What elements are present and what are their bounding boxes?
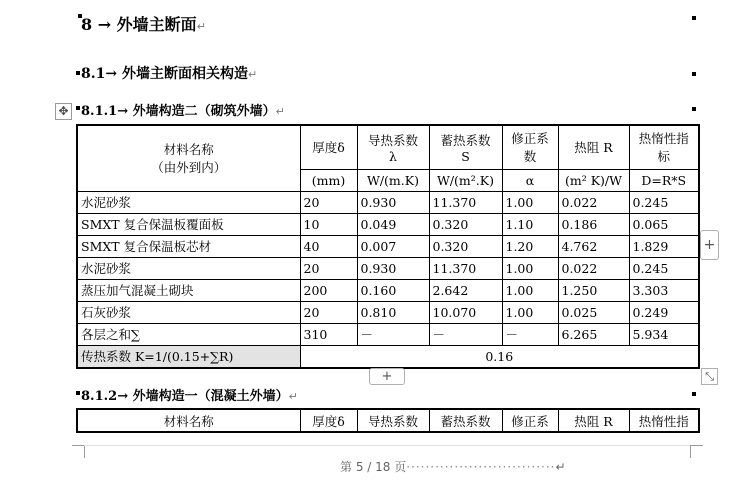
value-cell: 0.320	[429, 235, 502, 257]
margin-marker	[692, 16, 696, 20]
k-value-cell: 0.16	[300, 345, 699, 368]
value-cell: 0.065	[629, 213, 699, 235]
header-resistance: 热阻 R	[558, 409, 629, 432]
page-bottom-divider	[84, 445, 690, 446]
heading-level-1: 8 → 外墙主断面↵	[81, 15, 206, 34]
value-cell: 11.370	[429, 257, 502, 279]
value-cell: 0.049	[357, 213, 429, 235]
value-cell: 0.930	[357, 257, 429, 279]
para-marker	[76, 71, 80, 75]
margin-marker	[692, 72, 696, 76]
table-move-icon[interactable]: ✥	[55, 103, 72, 120]
value-cell: 10.070	[429, 301, 502, 323]
material-name-cell: 各层之和∑	[77, 323, 300, 345]
table-row	[77, 235, 699, 257]
heading-level-3-masonry: 8.1.1→ 外墙构造二（砌筑外墙）↵	[81, 104, 285, 119]
value-cell: 20	[300, 301, 357, 323]
value-cell: 0.160	[357, 279, 429, 301]
k-label-cell: 传热系数 K=1/(0.15+∑R)	[77, 345, 300, 368]
value-cell: 20	[300, 191, 357, 213]
header-resistance: 热阻 R	[558, 125, 629, 169]
table-row	[77, 213, 699, 235]
header-conductivity: 导热系数	[357, 409, 429, 432]
heading-level-2: 8.1→ 外墙主断面相关构造↵	[81, 66, 258, 82]
header-conductivity: 导热系数 λ	[357, 125, 429, 169]
header-thickness: 厚度δ	[300, 125, 357, 169]
value-cell: 40	[300, 235, 357, 257]
header-material: 材料名称	[77, 409, 300, 432]
header-inertia: 热惰性指	[629, 409, 699, 432]
margin-marker	[692, 392, 696, 396]
value-cell: 0.249	[629, 301, 699, 323]
unit-inertia: D=R*S	[629, 169, 699, 191]
thermal-table-masonry	[76, 124, 700, 369]
unit-thickness: (mm)	[300, 169, 357, 191]
value-cell: 1.00	[502, 301, 558, 323]
header-storage: 蓄热系数 S	[429, 125, 502, 169]
footer-mark: ↵	[555, 460, 566, 474]
value-cell: 1.10	[502, 213, 558, 235]
material-name-cell: SMXT 复合保温板芯材	[77, 235, 300, 257]
value-cell: 1.00	[502, 191, 558, 213]
header-material: 材料名称 （由外到内）	[77, 125, 300, 191]
value-cell: 0.022	[558, 257, 629, 279]
value-cell: 0.025	[558, 301, 629, 323]
value-cell: 0.930	[357, 191, 429, 213]
para-marker	[76, 391, 80, 395]
value-cell: 11.370	[429, 191, 502, 213]
table-row	[77, 323, 699, 345]
value-cell: 0.245	[629, 257, 699, 279]
value-cell: 0.320	[429, 213, 502, 235]
material-name-cell: SMXT 复合保温板覆面板	[77, 213, 300, 235]
table-row	[77, 279, 699, 301]
unit-conductivity: W/(m.K)	[357, 169, 429, 191]
para-marker	[76, 106, 80, 110]
thermal-table-concrete	[76, 408, 700, 433]
add-column-button[interactable]: +	[700, 230, 719, 260]
header-inertia: 热惰性指 标	[629, 125, 699, 169]
value-cell: 200	[300, 279, 357, 301]
header-storage: 蓄热系数	[429, 409, 502, 432]
unit-storage: W/(m².K)	[429, 169, 502, 191]
value-cell: 0.186	[558, 213, 629, 235]
crop-mark	[72, 445, 85, 458]
value-cell: 6.265	[558, 323, 629, 345]
heading-level-3-concrete: 8.1.2→ 外墙构造一（混凝土外墙）↵	[81, 389, 298, 404]
value-cell: 20	[300, 257, 357, 279]
value-cell: －	[357, 323, 429, 345]
value-cell: 10	[300, 213, 357, 235]
value-cell: 1.00	[502, 279, 558, 301]
table-row	[77, 191, 699, 213]
material-name-cell: 石灰砂浆	[77, 301, 300, 323]
value-cell: 4.762	[558, 235, 629, 257]
value-cell: 1.00	[502, 257, 558, 279]
material-name-cell: 水泥砂浆	[77, 257, 300, 279]
table-resize-icon[interactable]: ⤡	[701, 368, 718, 385]
margin-marker	[692, 107, 696, 111]
material-name-cell: 水泥砂浆	[77, 191, 300, 213]
value-cell: 0.245	[629, 191, 699, 213]
table-row	[77, 257, 699, 279]
value-cell: 1.829	[629, 235, 699, 257]
material-name-cell: 蒸压加气混凝土砌块	[77, 279, 300, 301]
add-row-button[interactable]: +	[369, 368, 405, 385]
header-correction: 修正系 数	[502, 125, 558, 169]
value-cell: 5.934	[629, 323, 699, 345]
unit-correction: α	[502, 169, 558, 191]
header-correction: 修正系	[502, 409, 558, 432]
value-cell: 0.022	[558, 191, 629, 213]
value-cell: －	[502, 323, 558, 345]
page-number: 第 5 / 18 页	[340, 460, 407, 474]
value-cell: 1.20	[502, 235, 558, 257]
value-cell: 2.642	[429, 279, 502, 301]
crop-mark	[690, 445, 703, 458]
value-cell: 310	[300, 323, 357, 345]
unit-resistance: (m² K)/W	[558, 169, 629, 191]
value-cell: 1.250	[558, 279, 629, 301]
value-cell: 0.810	[357, 301, 429, 323]
value-cell: －	[429, 323, 502, 345]
value-cell: 3.303	[629, 279, 699, 301]
table-row	[77, 301, 699, 323]
page-footer	[340, 458, 566, 475]
header-thickness: 厚度δ	[300, 409, 357, 432]
value-cell: 0.007	[357, 235, 429, 257]
footer-leader-dots: ·······························	[406, 460, 556, 474]
